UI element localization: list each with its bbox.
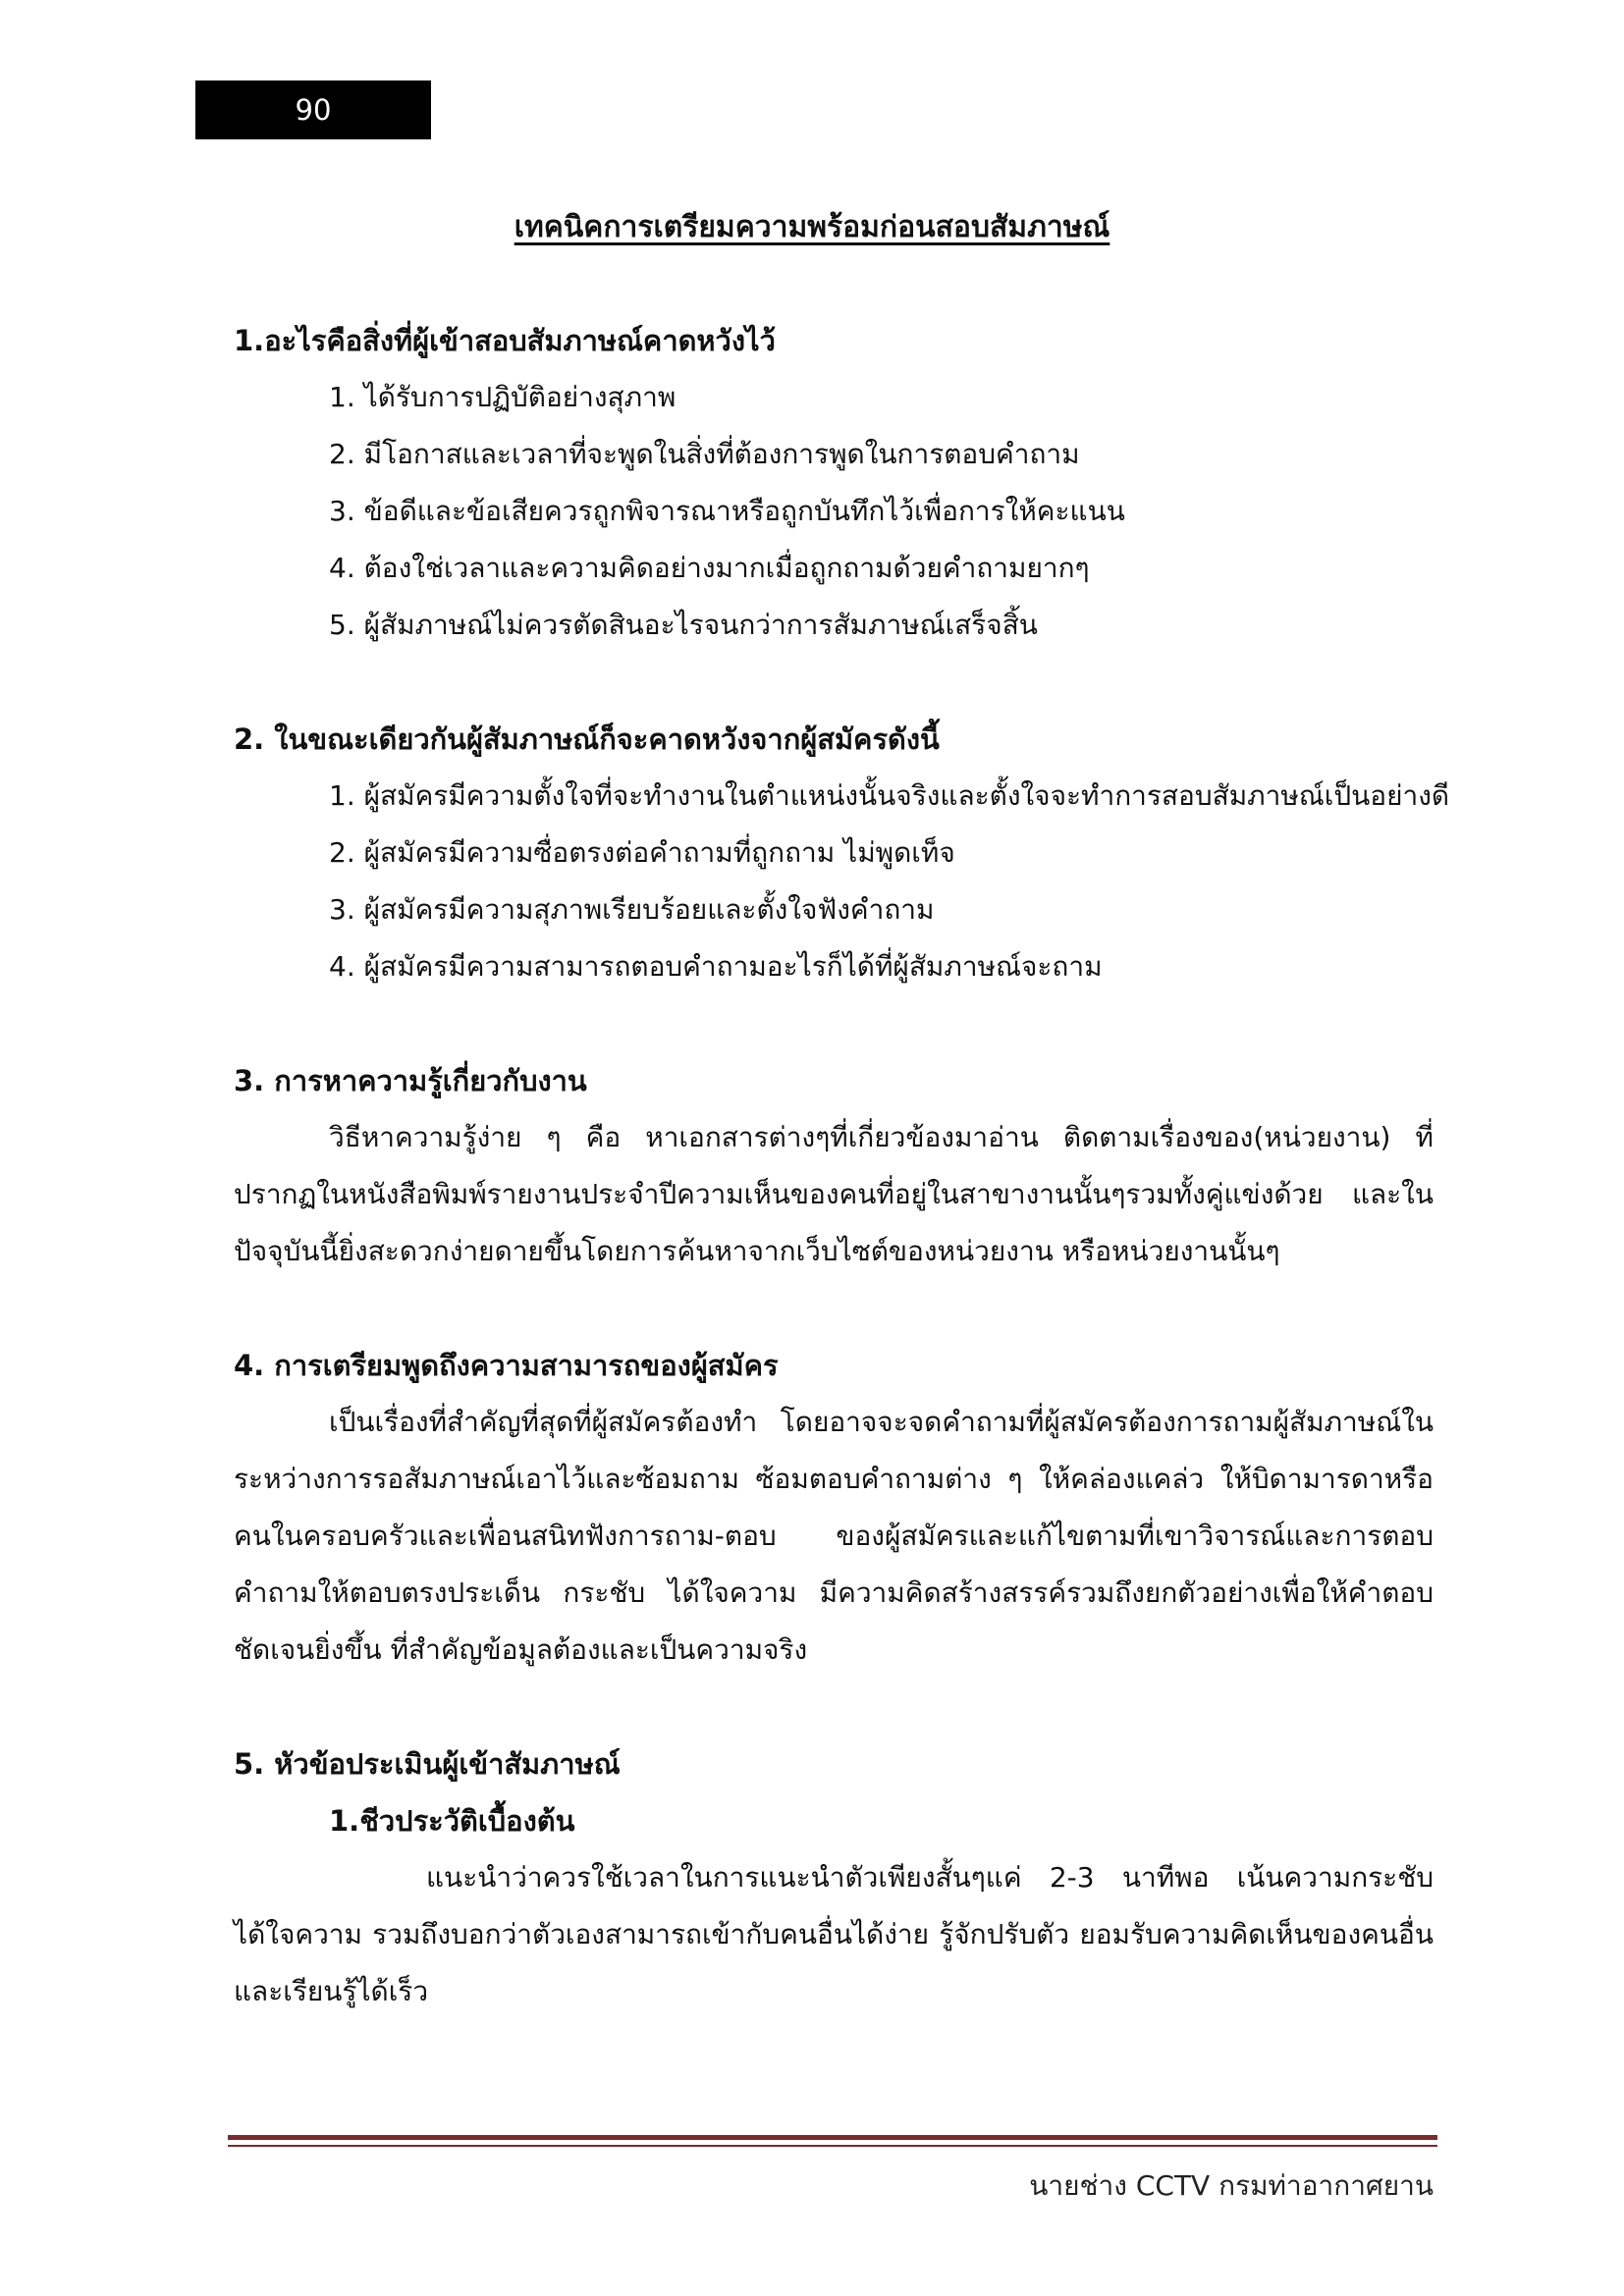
list-item: 3. ข้อดีและข้อเสียควรถูกพิจารณาหรือถูกบันทึกไว้เพื่อการให้คะแนน (329, 495, 1125, 527)
section-1-list (234, 369, 1434, 654)
section-4-paragraph: เป็นเรื่องที่สำคัญที่สุดที่ผู้สมัครต้องทำ โดยอาจจะจดคำถามที่ผู้สมัครต้องการถามผู้สัมภาษณ์ในระหว่างการรอสัมภาษณ์เอาไว้และซ้อมถาม ซ้อมตอบคำถามต่าง ๆ ให้คล่องแคล่ว ให้บิดามารดาหรือคนในครอบครัวและเพื่อนสนิทฟังการถาม-ตอบ ของผู้สมัครและแก้ไขตามที่เขาวิจารณ์และการตอบคำถามให้ตอบตรงประเด็น กระชับ ได้ใจความ มีความคิดสร้างสรรค์รวมถึงยกตัวอย่างเพื่อให้คำตอบชัดเจนยิ่งขึ้น ที่สำคัญข้อมูลต้องและเป็นความจริง (234, 1406, 1434, 1666)
list-item: 1. ผู้สมัครมีความตั้งใจที่จะทำงานในตำแหน่งนั้นจริงและตั้งใจจะทำการสอบสัมภาษณ์เป็นอย่างดี (329, 779, 1450, 812)
list-item: 3. ผู้สมัครมีความสุภาพเรียบร้อยและตั้งใจฟังคำถาม (329, 893, 935, 926)
list-item: 2. ผู้สมัครมีความซื่อตรงต่อคำถามที่ถูกถาม ไม่พูดเท็จ (329, 836, 955, 869)
list-item: 1. ได้รับการปฏิบัติอย่างสุภาพ (329, 381, 677, 413)
section-4-heading: 4. การเตรียมพูดถึงความสามารถของผู้สมัคร (234, 1349, 779, 1382)
section-3-paragraph: วิธีหาความรู้ง่าย ๆ คือ หาเอกสารต่างๆที่เกี่ยวข้องมาอ่าน ติดตามเรื่องของ(หน่วยงาน) ที่ ปรากฏในหนังสือพิมพ์รายงานประจำปีความเห็นของคนที่อยู่ในสาขางานนั้นๆรวมทั้งคู่แข่งด้วย และในปัจจุบันนี้ยิ่งสะดวกง่ายดายขึ้นโดยการค้นหาจากเว็บไซต์ของหน่วยงาน หรือหน่วยงานนั้นๆ (234, 1121, 1434, 1267)
list-item: 4. ต้องใช่เวลาและความคิดอย่างมากเมื่อถูกถามด้วยคำถามยากๆ (329, 552, 1090, 584)
section-2-list (234, 768, 1450, 995)
footer-text: นายช่าง CCTV กรมท่าอากาศยาน (1029, 2169, 1434, 2202)
footer-divider (228, 2135, 1437, 2147)
section-5-sub-heading: 1.ชีวประวัติเบื้องต้น (329, 1804, 575, 1838)
section-5-paragraph: แนะนำว่าควรใช้เวลาในการแนะนำตัวเพียงสั้นๆแค่ 2-3 นาทีพอ เน้นความกระชับได้ใจความ รวมถึงบอกว่าตัวเองสามารถเข้ากับคนอื่นได้ง่าย รู้จักปรับตัว ยอมรับความคิดเห็นของคนอื่น และเรียนรู้ได้เร็ว (234, 1861, 1434, 2007)
page-number-box (195, 80, 431, 139)
section-3-heading: 3. การหาความรู้เกี่ยวกับงาน (234, 1064, 587, 1097)
section-2-heading: 2. ในขณะเดียวกันผู้สัมภาษณ์ก็จะคาดหวังจากผู้สมัครดังนี้ (234, 722, 940, 756)
section-5-heading: 5. หัวข้อประเมินผู้เข้าสัมภาษณ์ (234, 1747, 621, 1781)
section-1-heading: 1.อะไรคือสิ่งที่ผู้เข้าสอบสัมภาษณ์คาดหวังไว้ (234, 324, 776, 357)
document-title: เทคนิคการเตรียมความพร้อมก่อนสอบสัมภาษณ์ (514, 210, 1110, 244)
page-number: 90 (295, 93, 332, 127)
list-item: 2. มีโอกาสและเวลาที่จะพูดในสิ่งที่ต้องการพูดในการตอบคำถาม (329, 438, 1080, 470)
list-item: 5. ผู้สัมภาษณ์ไม่ควรตัดสินอะไรจนกว่าการสัมภาษณ์เสร็จสิ้น (329, 609, 1038, 641)
document-body (234, 312, 1450, 2020)
list-item: 4. ผู้สมัครมีความสามารถตอบคำถามอะไรก็ได้ที่ผู้สัมภาษณ์จะถาม (329, 950, 1103, 983)
